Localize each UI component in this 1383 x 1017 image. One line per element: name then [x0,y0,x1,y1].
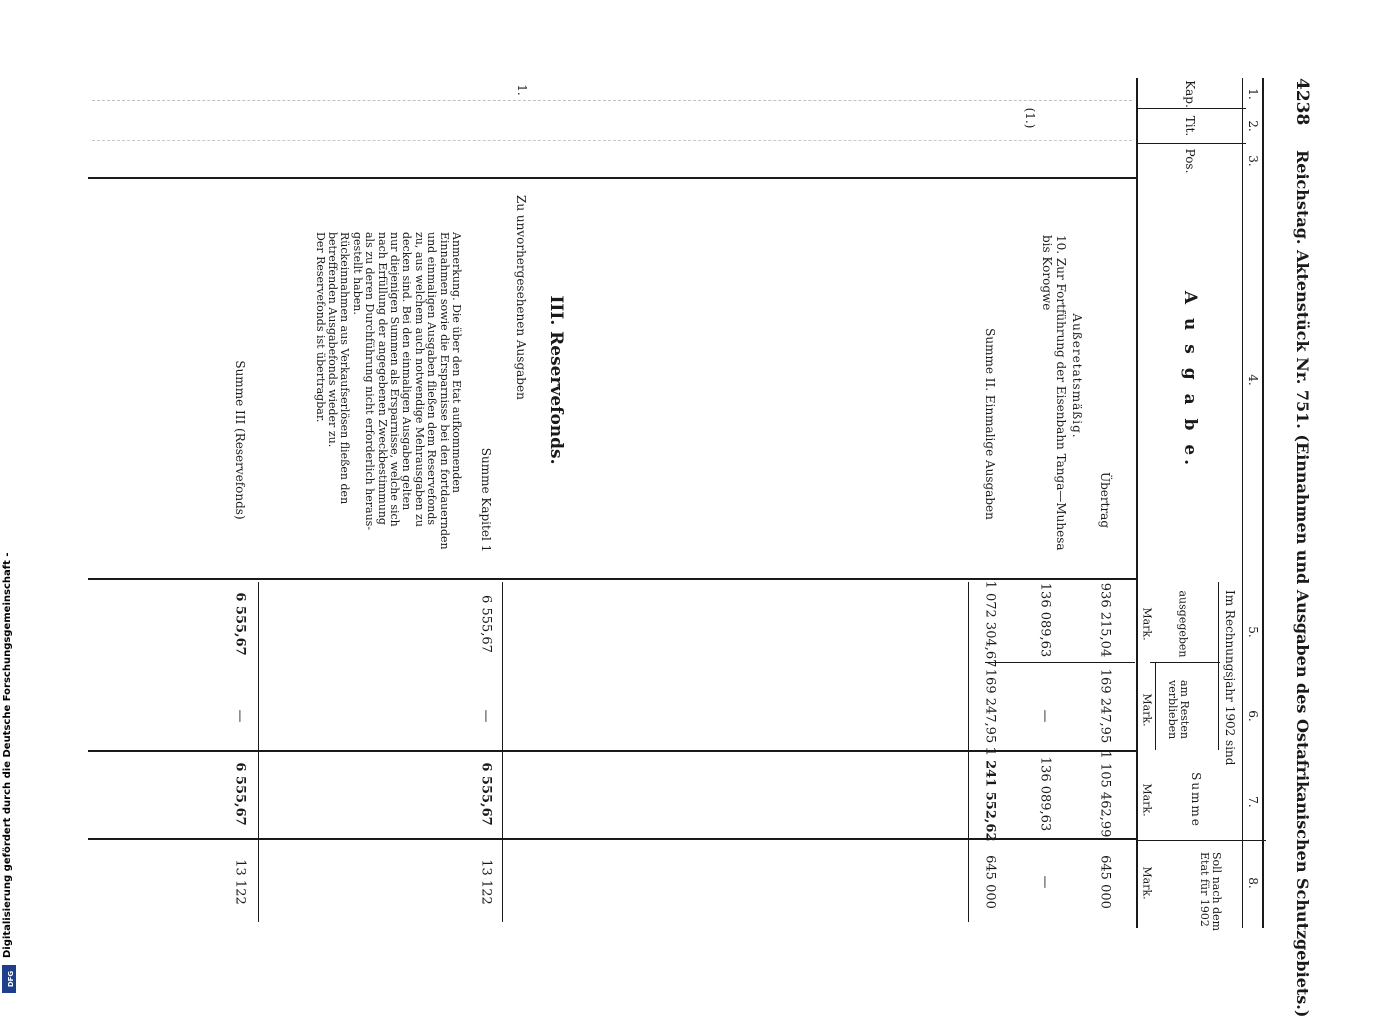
head-ausgegeben: ausgegeben [1176,590,1190,658]
page-number: 4238 [1292,78,1312,126]
note-line-7: nach Erfüllung der angegebenen Zweckbestimmung [375,232,389,525]
note-line-2: Einnahmen sowie die Ersparnisse bei den fortdauernden [437,232,451,550]
summe3-underline [258,582,259,922]
section3-summe3-col8: 13 122 [232,859,248,905]
rechnungsjahr-sub-rule [1150,662,1220,663]
col-number-6: 6. [1246,710,1260,722]
row-uebertrag-label: Übertrag [1098,471,1112,529]
kap-tit-rule [1136,108,1246,109]
head-mark-8: Mark. [1140,866,1154,900]
row-summe2-label: Summe II. Einmalige Ausgaben [983,328,997,520]
col4-col5-rule [88,578,1138,580]
head-verblieben: am Resten verblieben [1166,680,1191,740]
ausgegeben-verblieben-split [1155,662,1156,750]
section3-summe3-col6: — [232,709,248,723]
row-item10-col5: 136 089,63 [1037,582,1053,658]
note-line-8: als zu deren Durchführung nicht erforderlich heraus- [363,232,377,531]
col-number-5: 5. [1246,626,1260,638]
row-summe2-col5: 1 072 304,67 [982,580,998,668]
row-summe2-col7: 1 241 552,62 [982,746,998,842]
rechnungsjahr-rule [1218,582,1219,750]
row-item10-col7: 136 089,63 [1037,756,1053,832]
note-line-1: Anmerkung. Die über den Etat aufkommenden [450,232,463,493]
col6-col7-rule [88,750,1138,752]
note-line-3: und einmaligen Ausgaben fließen dem Reservefonds [425,232,439,526]
note-line-4: zu, aus welchem auch notwendige Mehrausgaben zu [412,232,426,527]
digitization-credit: Digitalisierung gefördert durch die Deutsche Forschungsgemeinschaft - [2,552,13,958]
col-number-8: 8. [1246,877,1260,889]
head-pos: Pos. [1183,148,1197,174]
header-body-divider [88,177,1138,179]
section3-item: Zu unvorhergesehenen Ausgaben [514,195,528,400]
row-uebertrag-col8: 645 000 [1097,855,1113,909]
head-mark-7: Mark. [1140,783,1154,817]
head-ausgabe: A u s g a b e. [1180,290,1200,470]
section3-summe-kap-col6: — [478,709,494,723]
head-mark-6: Mark. [1140,693,1154,727]
row-summe2-col8: 645 000 [982,855,998,909]
col-number-1: 1. [1246,88,1260,100]
section3-title: III. Reservefonds. [546,295,566,465]
head-kap: Kap. [1183,80,1197,108]
guide-line-2 [92,140,1132,143]
col-number-7: 7. [1246,796,1260,808]
note-line-10: Rückeinnahmen aus Verkaufserlösen fließen den [338,232,352,505]
col-number-4: 4. [1246,374,1260,386]
page-title: Reichstag. Aktenstück Nr. 751. (Einnahmen und Ausgaben des Ostafrikanischen Schutzgebiets.) [1293,150,1312,1017]
row-uebertrag-col6: 169 247,95 [1097,668,1113,744]
head-tit: Tit. [1183,115,1197,137]
section3-summe-kap-col7: 6 555,67 [478,762,494,826]
tit-marker: (1.) [1023,107,1037,129]
kap-summe-underline [502,582,503,922]
note-line-9: gestellt haben. [350,232,364,315]
number-row-rule [1242,78,1243,928]
head-rechnungsjahr: Im Rechnungsjahr 1902 sind [1223,590,1237,766]
col5-col6-rule-top [985,662,1135,663]
header-bottom-rule [1136,78,1138,928]
note-line-12: Der Reservefonds ist übertragbar. [313,232,327,423]
row-uebertrag-col7: 1 105 462,99 [1097,750,1113,838]
head-summe: Summe [1189,772,1203,828]
section3-summe3-label: Summe III (Reservefonds) [233,360,247,520]
row-uebertrag-col5: 936 215,04 [1097,582,1113,658]
head-mark-5: Mark. [1140,607,1154,641]
section3-summe3-col7: 6 555,67 [232,762,248,826]
col7-col8-rule [88,838,1138,840]
dfg-logo: DFG [2,965,16,993]
section3-summe-kap-col5: 6 555,67 [478,595,494,653]
row-ausseretat-label: Außeretatsmäßig. [1070,313,1084,439]
row-summe2-col6: 169 247,95 [982,668,998,744]
kap-marker: 1. [515,84,529,96]
section3-note [313,232,462,577]
col-number-3: 3. [1246,155,1260,167]
row-item10-col6: — [1037,709,1053,723]
section3-summe-kap-label: Summe Kapitel 1 [479,447,493,553]
section3-summe3-col5: 6 555,67 [232,592,248,656]
summe2-underline [968,582,969,922]
row-item10-col8: — [1037,875,1053,889]
col-number-2: 2. [1246,120,1260,132]
tit-pos-rule [1136,143,1246,144]
note-line-6: nur diejenigen Summen als Ersparnisse, welche sich [387,232,401,527]
col8-edge [1136,840,1266,841]
section3-summe-kap-col8: 13 122 [478,859,494,905]
row-item10-label: 10. Zur Fortführung der Eisenbahn Tanga—Muhesa bis Korogwe [1040,235,1068,551]
guide-line-1 [92,100,1132,103]
table-outer-top-rule [1262,78,1264,928]
head-soll: Soll nach dem Etat für 1902 [1198,852,1223,932]
note-line-11: betreffenden Ausgabefonds wieder zu. [325,232,339,448]
note-line-5: decken sind. Bei den einmaligen Ausgaben gelten [400,232,414,511]
